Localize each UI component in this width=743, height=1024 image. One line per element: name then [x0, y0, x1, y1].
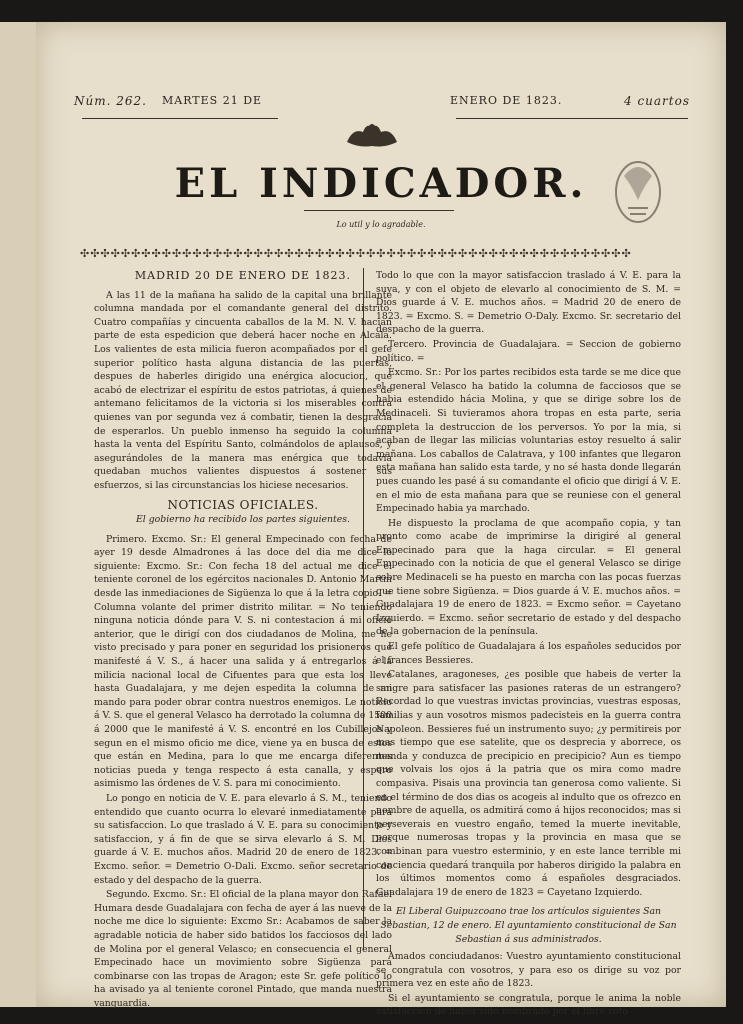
report-first-continued: Lo pongo en noticia de V. E. para elevarlo á S. M., teniendo entendido que cuanto ocurra lo elevaré inmediatamente para su satisfaccion. Lo que traslado á V. E. para su conocimiento y satisfaccion, y á fin de que se sirva elevarlo á S. M. Dios guarde á V. E. muchos años. Madrid 20 de enero de 1823. = Excmo. señor. = Demetrio O-Dali. Excmo. señor secretario de estado y del despacho de la guerra.: [94, 792, 392, 886]
section-title: NOTICIAS OFICIALES.: [167, 497, 319, 512]
newspaper-title: EL INDICADOR.: [174, 160, 588, 207]
dateline-headline: MADRID 20 DE ENERO DE 1823.: [134, 269, 352, 282]
title-underline: [304, 210, 454, 211]
report-third-continued: He dispuesto la proclama de que acompaño copia, y tan pronto como acabe de imprimirse la dirigiré al general Empecinado para que la haga circular. = El general Empecinado con la noticia de que el general Velasco se dirige sobre Medinaceli se ha puesto en marcha con las pocas fuerzas que tiene sobre Sigüenza. = Dios guarde á V. E. muchos años. = Guadalajara 19 de enero de 1823. = Excmo señor. = Cayetano Izquierdo. = Excmo. señor secretario de estado y del despacho de la gobernacion de la península.: [376, 517, 681, 638]
library-stamp-icon: [608, 146, 668, 230]
proclamation-heading: El gefe político de Guadalajara á los españoles seducidos por el frances Bessieres.: [376, 641, 681, 666]
proclamation-text: Catalanes, aragoneses, ¿es posible que habeis de verter la sangre para satisfacer las pasiones rateras de un estrangero? Recordad lo que vuestras invictas provincias, vuestras esposas, familias y aun vosotros mismos padecisteis en la guerra contra Napoleon. Bessieres fué un instrumento suyo; ¿y permitireis por mas tiempo que ese satelite, que os desprecia y aborrece, os manda y conduzca de precipicio en precipicio? Aun es tiempo que volvais los ojos á la patria que os mira como madre compasiva. Pisais una provincia tan generosa como valiente. Si en el término de dos dias os acogeis al indulto que os ofrezco en nombre de aquella, os admitirá como á hijos reconocidos; mas si perseverais en vuestro engaño, temed la muerte inevitable, porque numerosas tropas y la provincia en masa que se combinan para vuestro esterminio, y en este lance terrible mi conciencia quedará tranquila por haberos dirigido la palabra en los últimos momentos como á españoles desgraciados. Guadalajara 19 de enero de 1823 = Cayetano Izquierdo.: [376, 669, 681, 898]
left-column: [94, 269, 392, 1011]
masthead-rule-right: [456, 118, 688, 119]
ornamental-border-rule: ✣✣✣✣✣✣✣✣✣✣✣✣✣✣✣✣✣✣✣✣✣✣✣✣✣✣✣✣✣✣✣✣✣✣✣✣✣✣✣✣✣✣✣✣✣✣✣✣✣✣✣✣✣✣: [80, 247, 632, 260]
section-subtitle: El gobierno ha recibido los partes siguientes.: [135, 514, 351, 526]
report-third-heading: Tercero. Provincia de Guadalajara. = Seccion de gobierno político. =: [376, 338, 681, 364]
newspaper-page: [36, 22, 726, 1018]
issue-day: MARTES 21 DE: [162, 94, 263, 107]
report-second: Segundo. Excmo. Sr.: El oficial de la plana mayor don Rafael Humara desde Guadalajara con fecha de ayer á las nueve de la noche me dice lo siguiente: Excmo Sr.: Acabamos de saber la agradable noticia de haber sido batidos los facciosos del lado de Molina por el general Velasco; en consecuencia el general Empecinado hace un movimiento sobre Sigüenza para combinarse con las tropas de Aragon; este Sr. gefe político lo ha avisado ya al teniente coronel Pintado, que manda nuestra vanguardia.: [94, 889, 392, 1009]
newspaper-motto: Lo util y lo agradable.: [336, 220, 426, 229]
right-column: [376, 269, 681, 1020]
masthead-info: [74, 94, 724, 114]
issue-price: 4 cuartos: [624, 94, 690, 108]
report-third: Excmo. Sr.: Por los partes recibidos esta tarde se me dice que el general Velasco ha batido la columna de facciosos que se habia estendido hácia Molina, y que se dirige sobre los de Medinaceli. Si tuvieramos ahora tropas en esta parte, seria completa la destruccion de los perversos. Yo por la mia, si acaban de llegar las milicias voluntarias estoy resuelto á salir mañana. Los caballos de Calatrava, y 100 infantes que llegaron esta mañana han salido esta tarde, y no sé hasta donde llegarán pues cuando les pasé á su comandante el oficio que dirigí á V. E. en el mio de esta mañana para que se reuniese con el general Empecinado habia ya marchado.: [376, 367, 681, 515]
report-continued: Todo lo que con la mayor satisfaccion traslado á V. E. para la suya, y con el objeto de elevarlo al conocimiento de S. M. = Dios guarde á V. E. muchos años. = Madrid 20 de enero de 1823. = Excmo. S. = Demetrio O-Daly. Excmo. Sr. secretario del despacho de la guerra.: [376, 270, 681, 336]
report-first: Primero. Excmo. Sr.: El general Empecinado con fecha de ayer 19 desde Almadrones á las doce del dia me dice lo siguiente: Excmo. Sr.: Con fecha 18 del actual me dice el teniente coronel de los egércitos nacionales D. Antonio Martin desde las inmediaciones de Sigüenza lo que á la letra copio. = Columna volante del primer distrito militar. = No teniendo ninguna noticia dónde para V. S. ni contestacion á mi oficio anterior, que le dirigí con dos ciudadanos de Molina, me he visto precisado y para poner en seguridad los prisioneros que manifesté á V. S., á hacer una salida y á entregarlos á la milicia nacional local de Cifuentes para que esta los lleve hasta Guadalajara, y me dejen espedita la columna de mi mando para poder obrar contra nuestros enemigos. Le noticio á V. S. que el general Velasco ha derrotado la columna de 1500 á 2000 que le manifesté á V. S. encontré en los Cubillejos y segun en el mismo oficio me dice, viene ya en busca de estos que están en Medina, para lo que me encarga diferentes noticias pueda y tenga respecto á esta canalla, y espero asimismo las órdenes de V. S. para mi conocimiento.: [94, 533, 392, 790]
issue-month-year: ENERO DE 1823.: [450, 94, 563, 107]
ornament-vignette-icon: [341, 118, 403, 152]
liberal-guipuzcoano-note: El Liberal Guipuzcoano trae los artículos siguientes San Sebastian, 12 de enero. El ayuntamiento constitucional de San Sebastian á sus administrados.: [380, 906, 677, 945]
article-intro: A las 11 de la mañana ha salido de la capital una brillante columna mandada por el comandante general del distrito. Cuatro compañías y cincuenta caballos de la M. N. V. hacian parte de esta espedicion que deberá hacer noche en Alcalá. Los valientes de esta milicia fueron acompañados por el gefe superior político hasta alguna distancia de las puertas, despues de haberles dirigido una enérgica alocucion, que acabó de electrizar el espíritu de estos patriotas, á quienes de antemano felicitamos de la victoria si los miserables contra quienes van por segunda vez á combatir, tienen la desgracia de esperarlos. Un pueblo inmenso ha seguido la columna hasta la venta del Espíritu Santo, colmándolos de aplausos, y asegurándoles de la manera mas enérgica que todavia quedaban muchos valientes dispuestos á sostener sus esfuerzos, si las circunstancias los hiciese necesarios.: [94, 289, 392, 491]
ayuntamiento-address: Amados conciudadanos: Vuestro ayuntamiento constitucional se congratula con vosotros, y para eso os dirige su voz por primera vez en este año de 1823.: [376, 951, 681, 990]
masthead-rule-left: [82, 118, 278, 119]
issue-number: Núm. 262.: [74, 94, 147, 108]
ayuntamiento-address-continued: Si el ayuntamiento se congratula, porque le anima la noble satisfaccion de haber sido nombrado por el libre voto: [376, 992, 681, 1018]
